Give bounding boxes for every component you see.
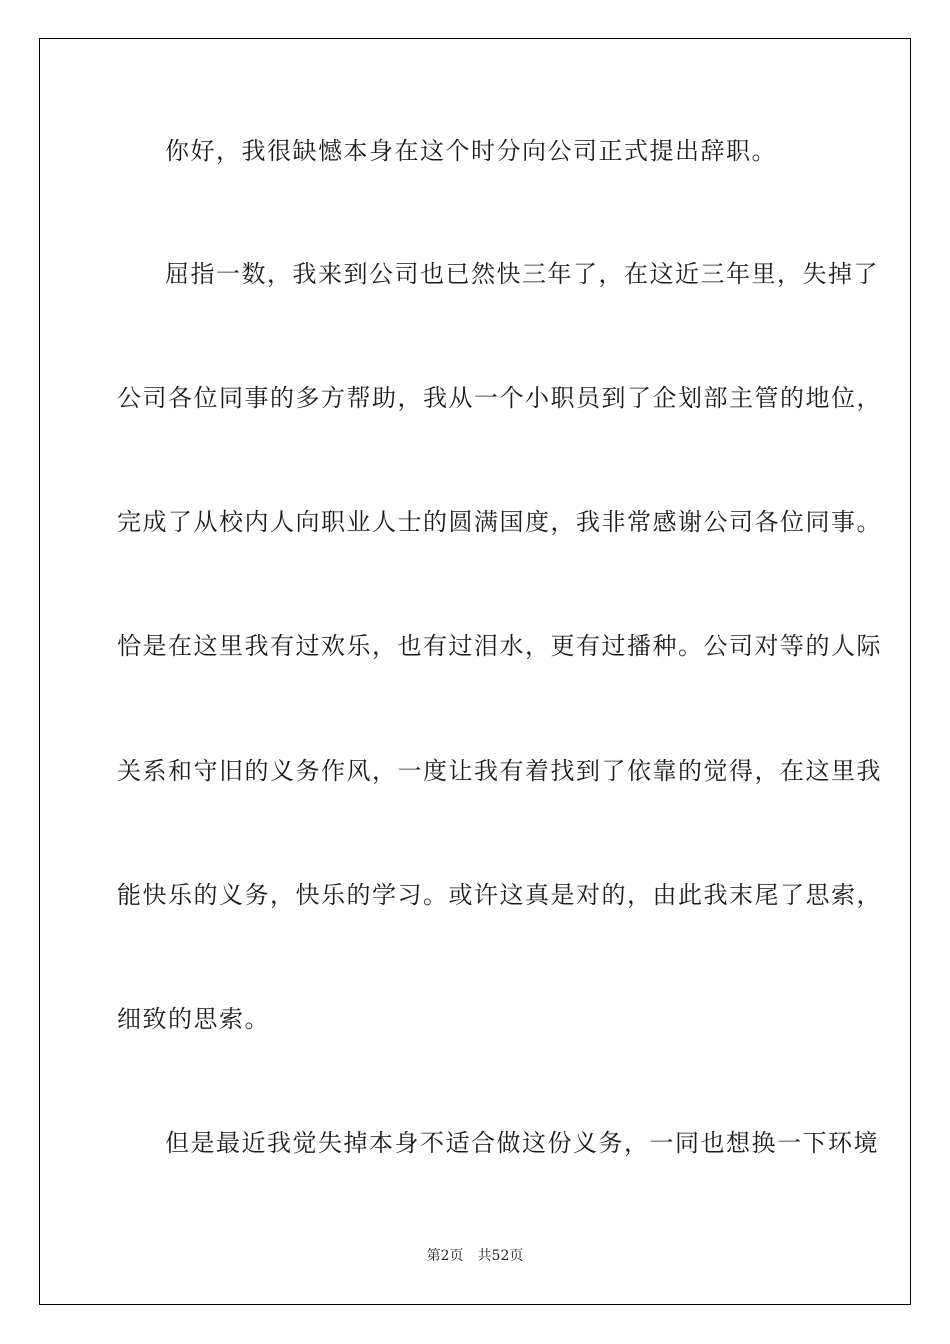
paragraph-line: 屈指一数，我来到公司也已然快三年了，在这近三年里，失掉了 [165,260,879,288]
paragraph-line: 关系和守旧的义务作风，一度让我有着找到了依靠的觉得，在这里我 [117,757,882,785]
paragraph-line: 能快乐的义务，快乐的学习。或许这真是对的，由此我末尾了思索， [117,881,882,909]
paragraph-line: 你好，我很缺憾本身在这个时分向公司正式提出辞职。 [165,137,777,165]
page-border [39,38,911,1305]
paragraph-line: 公司各位同事的多方帮助，我从一个小职员到了企划部主管的地位， [117,384,882,412]
current-page-number: 第2页 [426,1248,464,1264]
paragraph-line: 但是最近我觉失掉本身不适合做这份义务，一同也想换一下环境 [165,1129,879,1157]
paragraph-line: 细致的思索。 [117,1005,270,1033]
total-page-count: 共52页 [477,1248,524,1264]
paragraph-line: 完成了从校内人向职业人士的圆满国度，我非常感谢公司各位同事。 [117,508,882,536]
page-footer [0,1247,950,1265]
paragraph-line: 恰是在这里我有过欢乐，也有过泪水，更有过播种。公司对等的人际 [117,632,882,660]
